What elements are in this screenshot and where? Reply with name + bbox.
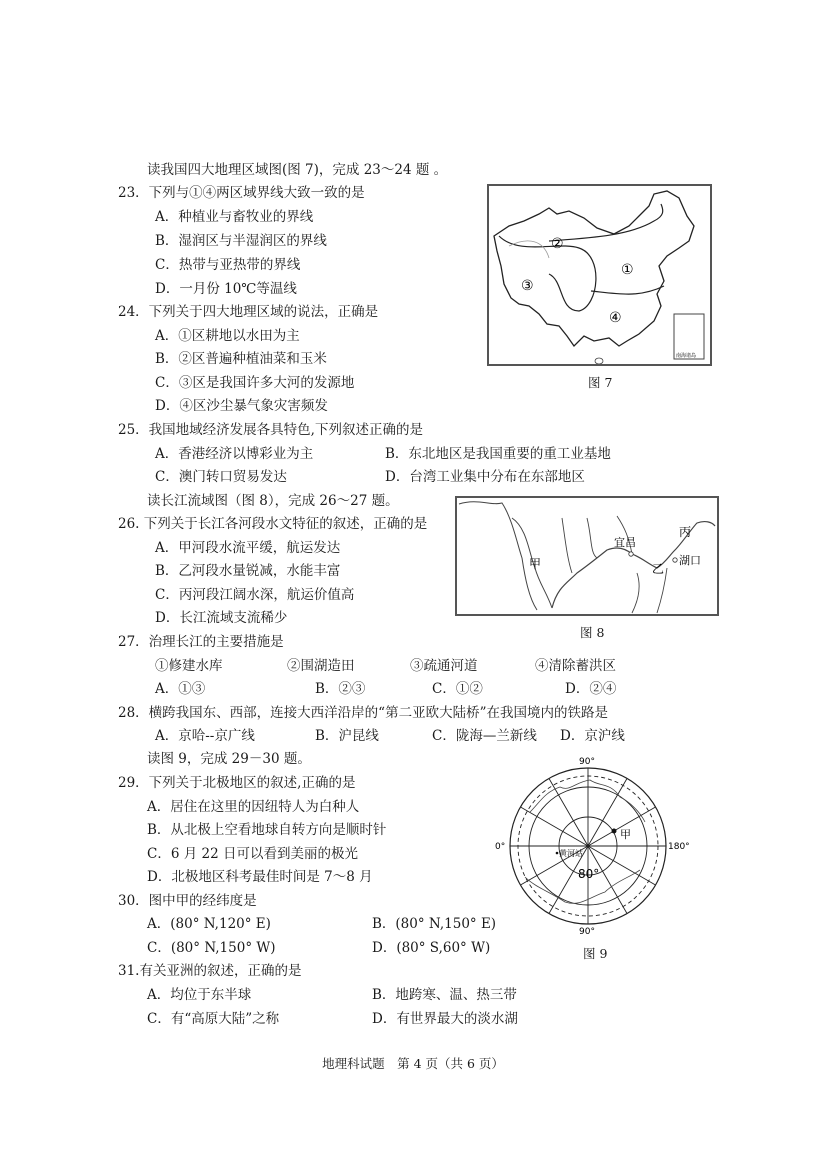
tributary-2 [587, 518, 597, 558]
label-jia: 甲 [529, 557, 542, 571]
q27-option-d: D．②④ [565, 681, 617, 697]
q25-option-a: A．香港经济以博彩业为主 [155, 446, 314, 462]
point-huanghe-station [556, 852, 559, 855]
q29-option-c: C．6 月 22 日可以看到美丽的极光 [147, 846, 358, 862]
q28-option-c: C．陇海—兰新线 [432, 728, 537, 744]
figure-7-china-regions-map [487, 184, 712, 366]
q28-option-b: B．沪昆线 [315, 728, 379, 744]
q26-option-b: B．乙河段水量锐减，水能丰富 [155, 563, 341, 579]
q23-option-d: D．一月份 10℃等温线 [155, 281, 297, 297]
q25-option-d: D．台湾工业集中分布在东部地区 [385, 469, 585, 485]
q24-option-c: C．③区是我国许多大河的发源地 [155, 375, 355, 391]
figure-9-caption: 图 9 [583, 946, 608, 961]
q23-option-c: C．热带与亚热带的界线 [155, 257, 301, 273]
label-0: 0° [495, 842, 506, 852]
china-outline [494, 191, 694, 346]
intro-29-30: 读图 9，完成 29－30 题。 [147, 751, 311, 767]
q24-option-d: D．④区沙尘暴气象灾害频发 [155, 398, 328, 414]
page-footer: 地理科试题 第 4 页（共 6 页） [322, 1056, 504, 1071]
q27-measure-1: ①修建水库 [155, 658, 223, 674]
q27-measure-2: ②围湖造田 [287, 658, 355, 674]
basin-outline [509, 241, 549, 258]
label-90-bottom: 90° [579, 927, 595, 937]
label-yichang: 宜昌 [614, 536, 636, 549]
q29-option-b: B．从北极上空看地球自转方向是顺时针 [147, 822, 387, 838]
q27-measure-4: ④清除蓄洪区 [535, 658, 616, 674]
region-label-1: ① [621, 262, 634, 278]
label-huanghe-station: 黄河站 [559, 849, 583, 858]
q27-stem: 27．治理长江的主要措施是 [118, 634, 284, 650]
tributary-4 [632, 573, 639, 613]
q27-measure-3: ③疏通河道 [410, 658, 478, 674]
label-180: 180° [668, 842, 690, 852]
q23-stem: 23．下列与①④两区域界线大致一致的是 [118, 185, 365, 201]
q24-option-b: B．②区普遍种植油菜和玉米 [155, 351, 327, 367]
q26-stem: 26. 下列关于长江各河段水文特征的叙述，正确的是 [118, 516, 428, 532]
region-label-2: ② [551, 236, 564, 252]
q30-option-d: D．(80° S,60° W) [372, 940, 491, 956]
q28-option-d: D．京沪线 [560, 728, 625, 744]
q25-stem: 25．我国地域经济发展各具特色,下列叙述正确的是 [118, 422, 423, 438]
label-90-top: 90° [579, 757, 595, 767]
q30-option-c: C．(80° N,150° W) [147, 940, 276, 956]
yangtze-map-svg [457, 498, 717, 614]
q30-option-b: B．(80° N,150° E) [372, 916, 497, 932]
q30-stem: 30．图中甲的经纬度是 [118, 893, 257, 909]
q25-option-c: C．澳门转口贸易发达 [155, 469, 287, 485]
q30-option-a: A．(80° N,120° E) [147, 916, 271, 932]
label-jia: 甲 [620, 828, 631, 841]
q31-option-c: C．有“高原大陆”之称 [147, 1011, 280, 1027]
q29-stem: 29．下列关于北极地区的叙述,正确的是 [118, 775, 356, 791]
q27-option-a: A．①③ [155, 681, 206, 697]
label-80-latitude: 80° [578, 867, 600, 881]
q26-option-a: A．甲河段水流平缓，航运发达 [155, 540, 341, 556]
q31-stem: 31.有关亚洲的叙述，正确的是 [118, 963, 302, 979]
q25-option-b: B．东北地区是我国重要的重工业基地 [385, 446, 611, 462]
hukou-point [673, 558, 677, 562]
q23-option-a: A．种植业与畜牧业的界线 [155, 209, 314, 225]
q29-option-d: D．北极地区科考最佳时间是 7～8 月 [147, 869, 373, 885]
q23-option-b: B．湿润区与半湿润区的界线 [155, 233, 327, 249]
figure-8-yangtze-basin-map [455, 496, 719, 616]
q28-option-a: A．京哈--京广线 [155, 728, 255, 744]
q26-option-c: C．丙河段江阔水深，航运价值高 [155, 587, 355, 603]
label-bing: 丙 [679, 525, 692, 539]
landmass-coast-north [530, 780, 645, 822]
inset-label: 南海诸岛 [676, 353, 697, 359]
china-map-svg [489, 186, 710, 364]
region-boundary-qinling [591, 286, 664, 294]
point-jia [612, 829, 617, 834]
q28-stem: 28．横跨我国东、西部，连接大西洋沿岸的“第二亚欧大陆桥”在我国境内的铁路是 [118, 705, 608, 721]
q27-option-c: C．①② [432, 681, 483, 697]
q24-option-a: A．①区耕地以水田为主 [155, 328, 300, 344]
tributary-1 [562, 518, 572, 573]
q31-option-a: A．均位于东半球 [147, 987, 252, 1003]
q31-option-d: D．有世界最大的淡水湖 [372, 1011, 518, 1027]
hainan-island [595, 358, 603, 364]
q24-stem: 24．下列关于四大地理区域的说法，正确是 [118, 304, 379, 320]
figure-7-caption: 图 7 [588, 375, 613, 390]
label-yi: 乙 [652, 562, 665, 576]
region-label-4: ④ [609, 310, 622, 326]
region-label-3: ③ [521, 278, 534, 294]
q27-option-b: B．②③ [315, 681, 366, 697]
intro-26-27: 读长江流域图（图 8），完成 26～27 题。 [147, 493, 399, 509]
q31-option-b: B．地跨寒、温、热三带 [372, 987, 517, 1003]
river-upper-west [459, 502, 537, 610]
figure-9-arctic-polar-map [490, 752, 700, 942]
intro-23-24: 读我国四大地理区域图(图 7)，完成 23～24 题 。 [147, 162, 448, 178]
label-hukou: 湖口 [679, 554, 701, 567]
q26-option-d: D．长江流域支流稀少 [155, 610, 288, 626]
yichang-point [629, 552, 633, 556]
q29-option-a: A．居住在这里的因纽特人为白种人 [147, 799, 360, 815]
figure-8-caption: 图 8 [580, 625, 605, 640]
